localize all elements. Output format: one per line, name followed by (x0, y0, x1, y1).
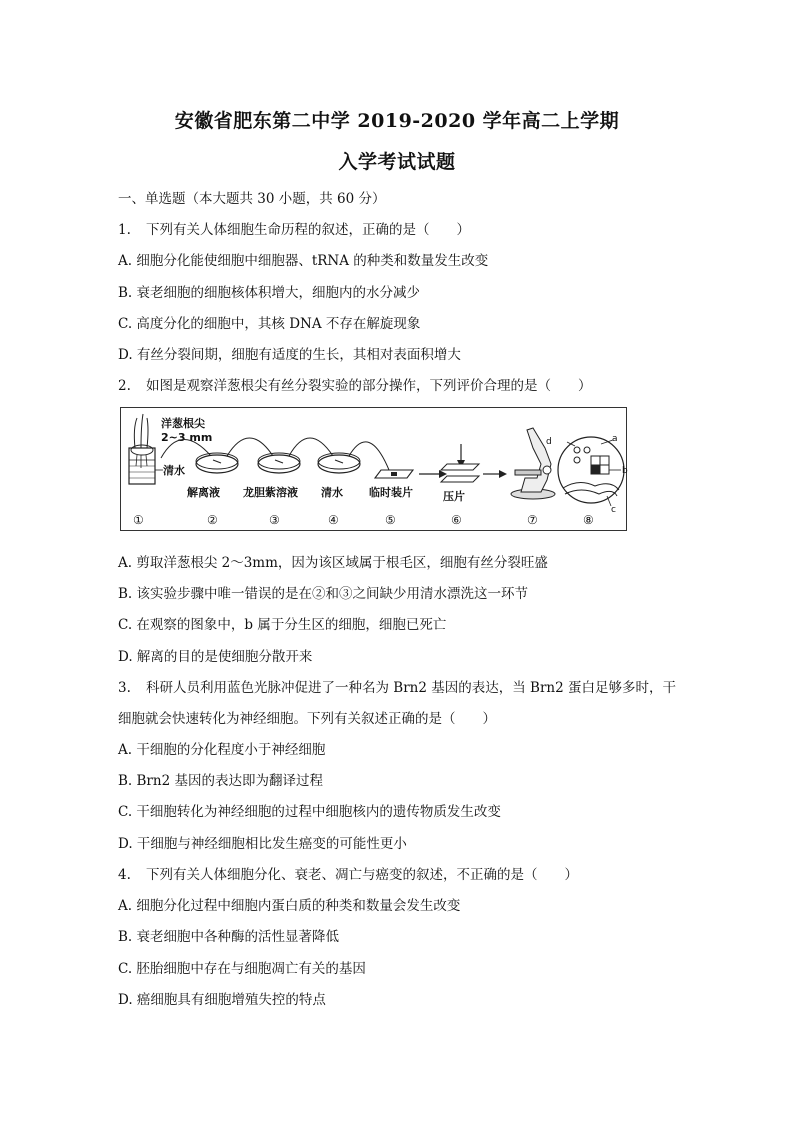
q2-option-d: D. 解离的目的是使细胞分散开来 (118, 649, 313, 665)
question-text: 科研人员利用蓝色光脉冲促进了一种名为 Brn2 基因的表达，当 Brn2 蛋白足够多时，干 (146, 680, 676, 696)
q1-option-a: A. 细胞分化能使细胞中细胞器、tRNA 的种类和数量发生改变 (118, 253, 489, 269)
q1-option-d: D. 有丝分裂间期，细胞有适度的生长，其相对表面积增大 (118, 347, 461, 363)
q3-option-d: D. 干细胞与神经细胞相比发生癌变的可能性更小 (118, 836, 407, 852)
q4-option-c: C. 胚胎细胞中存在与细胞凋亡有关的基因 (118, 961, 366, 977)
experiment-figure (120, 407, 627, 531)
dish-water (318, 453, 360, 473)
page-title-line2: 入学考试试题 (338, 151, 456, 173)
letter-c: c (611, 505, 616, 515)
step-num-4: ④ (328, 513, 339, 527)
step-label-press: 压片 (443, 490, 465, 503)
step-num-1: ① (133, 513, 144, 527)
step-num-7: ⑦ (527, 513, 538, 527)
question-number: 4. (118, 867, 131, 883)
step-label-slide: 临时装片 (369, 486, 413, 499)
microscope-view-circle (558, 437, 624, 506)
q3-option-a: A. 干细胞的分化程度小于神经细胞 (118, 742, 326, 758)
figure-drawing (121, 408, 628, 532)
q3-option-c: C. 干细胞转化为神经细胞的过程中细胞核内的遗传物质发生改变 (118, 804, 501, 820)
q2-option-c: C. 在观察的图象中，b 属于分生区的细胞，细胞已死亡 (118, 617, 447, 633)
step-num-5: ⑤ (385, 513, 396, 527)
q1-option-c: C. 高度分化的细胞中，其核 DNA 不存在解旋现象 (118, 316, 421, 332)
q4-option-d: D. 癌细胞具有细胞增殖失控的特点 (118, 992, 326, 1008)
question-3-stem-cont: 细胞就会快速转化为神经细胞。下列有关叙述正确的是（ ） (118, 711, 496, 727)
q4-option-b: B. 衰老细胞中各种酶的活性显著降低 (118, 929, 340, 945)
q3-option-b: B. Brn2 基因的表达即为翻译过程 (118, 773, 323, 789)
question-number: 1. (118, 222, 131, 238)
step-label-water: 清水 (321, 486, 343, 499)
page-title-line1: 安徽省肥东第二中学 2019-2020 学年高二上学期 (174, 110, 620, 132)
question-4-stem (118, 863, 578, 883)
root-size-label: 2~3 mm (161, 431, 213, 444)
question-2-stem (118, 374, 592, 394)
step-num-3: ③ (269, 513, 280, 527)
question-number: 2. (118, 378, 131, 394)
dish-dissociation (196, 453, 238, 473)
step-num-6: ⑥ (451, 513, 462, 527)
section-heading: 一、单选题（本大题共 30 小题，共 60 分） (118, 191, 386, 207)
q1-option-b: B. 衰老细胞的细胞核体积增大，细胞内的水分减少 (118, 285, 421, 301)
step-label-dissociation: 解离液 (187, 486, 220, 499)
root-label: 洋葱根尖 (161, 417, 205, 430)
question-text: 下列有关人体细胞分化、衰老、凋亡与癌变的叙述，不正确的是（ ） (146, 867, 578, 883)
question-text: 下列有关人体细胞生命历程的叙述，正确的是（ ） (146, 222, 470, 238)
press-illustration (441, 444, 479, 482)
question-3-stem (118, 676, 676, 696)
step-num-8: ⑧ (583, 513, 594, 527)
q2-option-b: B. 该实验步骤中唯一错误的是在②和③之间缺少用清水漂洗这一环节 (118, 586, 529, 602)
letter-a: a (612, 434, 618, 444)
q4-option-a: A. 细胞分化过程中细胞内蛋白质的种类和数量会发生改变 (118, 898, 461, 914)
slide-illustration (375, 470, 413, 478)
dish-stain (258, 453, 300, 473)
question-1-stem (118, 218, 470, 238)
letter-b: b (622, 466, 628, 476)
question-number: 3. (118, 680, 131, 696)
step-label-stain: 龙胆紫溶液 (243, 486, 298, 499)
q2-option-a: A. 剪取洋葱根尖 2～3mm，因为该区域属于根毛区，细胞有丝分裂旺盛 (118, 555, 548, 571)
question-text: 如图是观察洋葱根尖有丝分裂实验的部分操作，下列评价合理的是（ ） (146, 378, 592, 394)
onion-beaker-illustration (129, 414, 163, 484)
step-num-2: ② (207, 513, 218, 527)
water-label: 清水 (163, 464, 185, 477)
letter-d: d (546, 437, 552, 447)
